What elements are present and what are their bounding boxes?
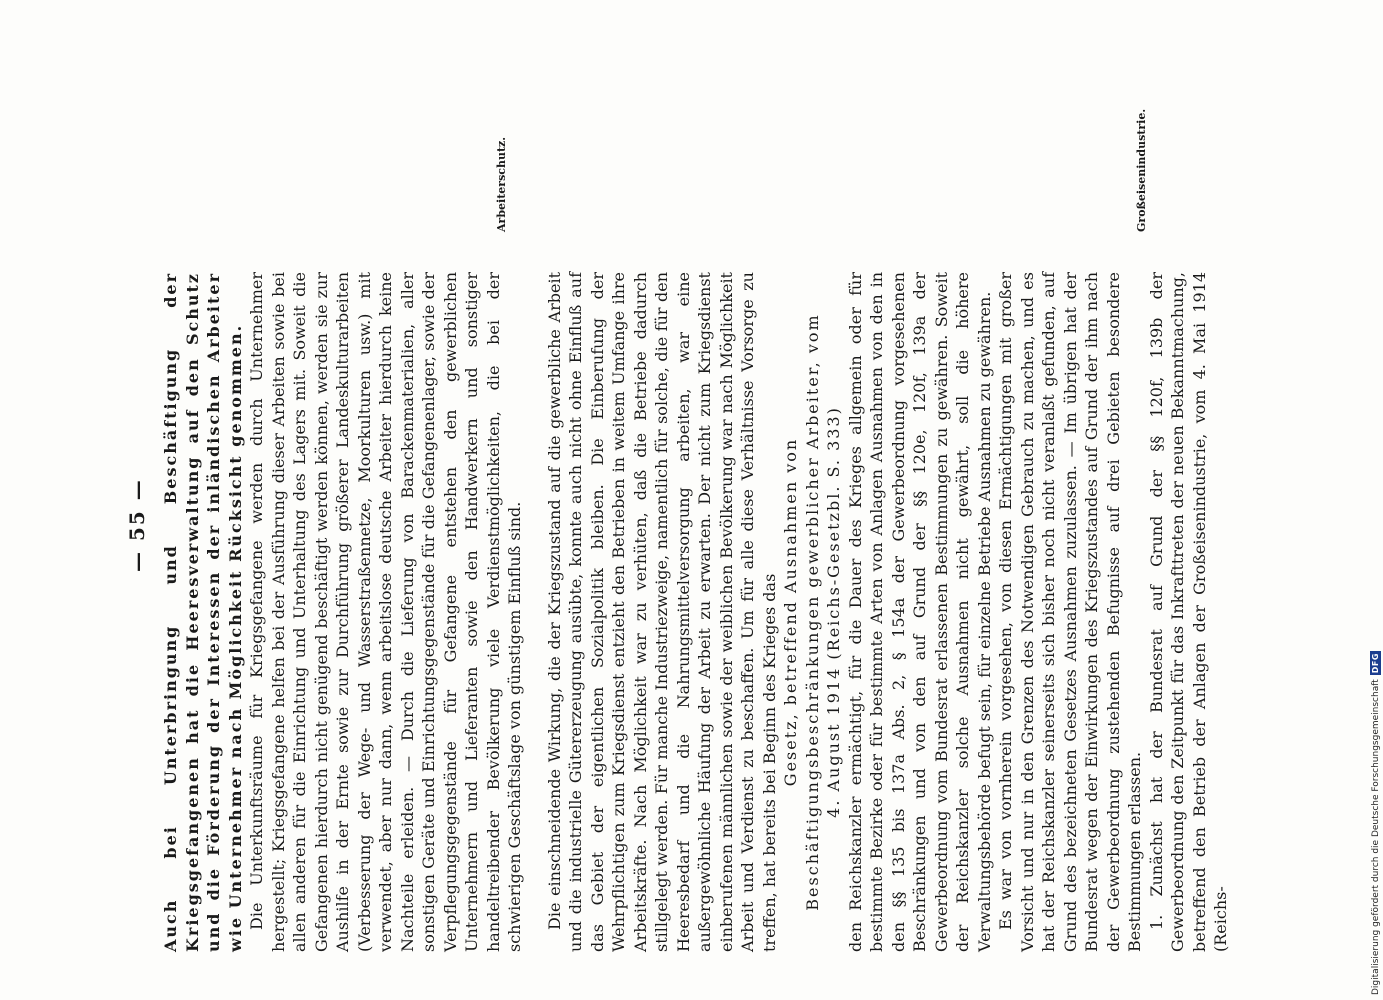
law-title (780, 272, 845, 952)
digitization-note: Digitalisierung gefördert durch die Deutsche Forschungsgemeinschaft (1370, 679, 1381, 995)
paragraph-5: Es war von vornherein vorgesehen, von diesen Ermächtigungen mit großer Vorsicht und nur in den Grenzen des Notwendigen Gebrauch zu machen, und es hat der Reichskanzler seinerseits sich bisher noch nicht veranlaßt gefunden, auf Grund des bezeichneten Gesetzes Ausnahmen zuzulassen. — Im übrigen hat der Bundesrat wegen der Einwirkungen des Kriegszustandes auf Grund der ihm nach der Gewerbeordnung zustehenden Befugnisse auf drei Gebieten besondere Bestimmungen erlassen. (996, 272, 1144, 952)
paragraph-4: den Reichskanzler ermächtigt, für die Dauer des Krieges allgemein oder für bestimmte Bezirke oder für bestimmte Arten von Anlagen Ausnahmen von den in den §§ 135 bis 137a Abs. 2, § 154a der Gewerbeordnung vorgesehenen Beschränkungen und von den auf Grund der §§ 120e, 120f, 139a der Gewerbeordnung vom Bundesrat erlassenen Bestimmungen zu gewähren. Soweit der Reichskanzler solche Ausnahmen nicht gewährt, soll die höhere Verwaltungsbehörde befugt sein, für einzelne Betriebe Ausnahmen zu gewähren. (845, 272, 994, 952)
digitization-credit (1370, 651, 1381, 995)
paragraph-1: Auch bei Unterbringung und Beschäftigung der Kriegsgefangenen hat die Heeresverwaltung auf den Schutz und die Förderung der Interessen der inländischen Arbeiter wie Unternehmer nach Möglichkeit Rücksicht genommen. (161, 272, 245, 952)
paragraph-3: Die einschneidende Wirkung, die der Kriegszustand auf die gewerbliche Arbeit und die industrielle Gütererzeugung ausübte, konnte auch nicht ohne Einfluß auf das Gebiet der eigentlichen Sozialpolitik bleiben. Die Einberufung der Wehrpflichtigen zum Kriegsdienst entzieht den Betrieben in weitem Umfange ihre Arbeitskräfte. Nach Möglichkeit war zu verhüten, daß die Betriebe dadurch stillgelegt werden. Für manche Industriezweige, namentlich für solche, die für den Heeresbedarf und die Nahrungsmittelversorgung arbeiten, war eine außergewöhnliche Häufung der Arbeit zu erwarten. Der nicht zum Kriegsdienst einberufenen männlichen sowie der weiblichen Bevölkerung war nach Möglichkeit Arbeit und Verdienst zu beschaffen. Um für alle diese Verhältnisse Vorsorge zu treffen, hat bereits bei Beginn des Krieges das (544, 272, 779, 952)
rotated-page-content (125, 108, 1240, 952)
dfg-logo: DFG (1371, 653, 1380, 674)
law-title-text: Gesetz, betreffend Ausnahmen von Beschäftigungsbeschränkungen gewerblicher Arbeiter, vom 4. August 1914 (Reichs-Gesetzbl. S. 333) (781, 313, 843, 911)
paragraph-2: Die Unterkunftsräume für Kriegsgefangene werden durch Unternehmer hergestellt; Kriegsgefangene helfen bei der Ausführung dieser Arbeiten sowie bei allen anderen für die Einrichtung und Unterhaltung des Lagers mit. Soweit die Gefangenen hierdurch nicht genügend beschäftigt werden können, werden sie zur Aushilfe in der Ernte sowie zur Durchführung größerer Landeskulturarbeiten (Verbesserung der Wege- und Wasserstraßennetze, Moorkulturen usw.) mit verwendet, aber nur dann, wenn arbeitslose deutsche Arbeiter hierdurch keine Nachteile erleiden. — Durch die Lieferung von Barackenmaterialien, aller sonstigen Geräte und Einrichtungsgegenstände für die Gefangenenlager, sowie der Verpflegungsgegenstände für Gefangene entstehen den gewerblichen Unternehmern und Lieferanten sowie den Handwerkern und sonstiger handeltreibender Bevölkerung viele Verdienstmöglichkeiten, die bei der schwierigen Geschäftslage von günstigem Einfluß sind. (247, 272, 524, 952)
margin-note-arbeiterschutz: Arbeiterschutz. (495, 136, 508, 232)
page-number: — 55 — (125, 478, 149, 572)
body-text (160, 272, 1232, 952)
margin-note-grosseisenindustrie: Großeisenindustrie. (1135, 108, 1148, 232)
paragraph-6: 1. Zunächst hat der Bundesrat auf Grund der §§ 120f, 139b der Gewerbeordnung den Zeitpunkt für das Inkrafttreten der neuen Bekanntmachung, betreffend den Betrieb der Anlagen der Großeisenindustrie, vom 4. Mai 1914 (Reichs- (1146, 272, 1230, 952)
